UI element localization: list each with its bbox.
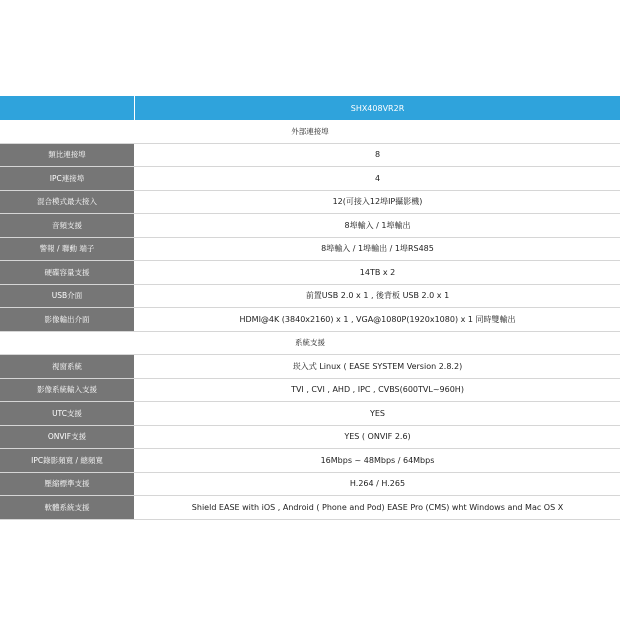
spec-value: 4 xyxy=(135,167,620,190)
spec-label: IPC錄影頻寬 / 總頻寬 xyxy=(0,449,135,472)
spec-value: YES ( ONVIF 2.6) xyxy=(135,426,620,449)
spec-label: USB介面 xyxy=(0,285,135,308)
spec-row xyxy=(0,449,620,473)
spec-label: UTC支援 xyxy=(0,402,135,425)
spec-label: 類比連接埠 xyxy=(0,144,135,167)
section-title: 外部連接埠 xyxy=(291,126,329,136)
spec-row xyxy=(0,285,620,309)
spec-value: 12(可接入12埠IP攝影機) xyxy=(135,191,620,214)
spec-label: IPC連接埠 xyxy=(0,167,135,190)
model-name: SHX408VR2R xyxy=(135,96,620,120)
spec-label: 硬碟容量支援 xyxy=(0,261,135,284)
spec-value: YES xyxy=(135,402,620,425)
spec-value: 8 xyxy=(135,144,620,167)
spec-value: 前置USB 2.0 x 1 , 後背板 USB 2.0 x 1 xyxy=(135,285,620,308)
spec-label: 影像輸出介面 xyxy=(0,308,135,331)
spec-row xyxy=(0,379,620,403)
spec-label: 音頻支援 xyxy=(0,214,135,237)
spec-row xyxy=(0,167,620,191)
spec-label: 軟體系統支援 xyxy=(0,496,135,519)
spec-value: Shield EASE with iOS , Android ( Phone and Pod) EASE Pro (CMS) wht Windows and Mac OS X xyxy=(135,496,620,519)
spec-value: H.264 / H.265 xyxy=(135,473,620,496)
spec-label: 視窗系統 xyxy=(0,355,135,378)
section-title-row xyxy=(0,120,620,144)
spec-label: 壓縮標準支援 xyxy=(0,473,135,496)
spec-value: HDMI@4K (3840x2160) x 1 , VGA@1080P(1920x1080) x 1 同時雙輸出 xyxy=(135,308,620,331)
spec-row xyxy=(0,261,620,285)
spec-label: 影像系統輸入支援 xyxy=(0,379,135,402)
section-title-row xyxy=(0,332,620,356)
spec-label: ONVIF支援 xyxy=(0,426,135,449)
spec-value: 14TB x 2 xyxy=(135,261,620,284)
spec-label: 混合模式最大接入 xyxy=(0,191,135,214)
spec-sections xyxy=(0,120,620,520)
spec-value: 8埠輸入 / 1埠輸出 xyxy=(135,214,620,237)
spec-value: TVI , CVI , AHD , IPC , CVBS(600TVL~960H) xyxy=(135,379,620,402)
spec-value: 16Mbps ~ 48Mbps / 64Mbps xyxy=(135,449,620,472)
spec-row xyxy=(0,473,620,497)
section-title: 系統支援 xyxy=(295,338,325,348)
table-header-row xyxy=(0,96,620,120)
spec-row xyxy=(0,426,620,450)
spec-row xyxy=(0,214,620,238)
spec-row xyxy=(0,308,620,332)
spec-row xyxy=(0,496,620,520)
spec-row xyxy=(0,402,620,426)
spec-value: 崁入式 Linux ( EASE SYSTEM Version 2.8.2) xyxy=(135,355,620,378)
spec-label: 警報 / 聯動 端子 xyxy=(0,238,135,261)
spec-row xyxy=(0,191,620,215)
header-label-cell xyxy=(0,96,135,120)
spec-row xyxy=(0,355,620,379)
spec-table xyxy=(0,96,620,520)
spec-row xyxy=(0,144,620,168)
spec-value: 8埠輸入 / 1埠輸出 / 1埠RS485 xyxy=(135,238,620,261)
spec-row xyxy=(0,238,620,262)
